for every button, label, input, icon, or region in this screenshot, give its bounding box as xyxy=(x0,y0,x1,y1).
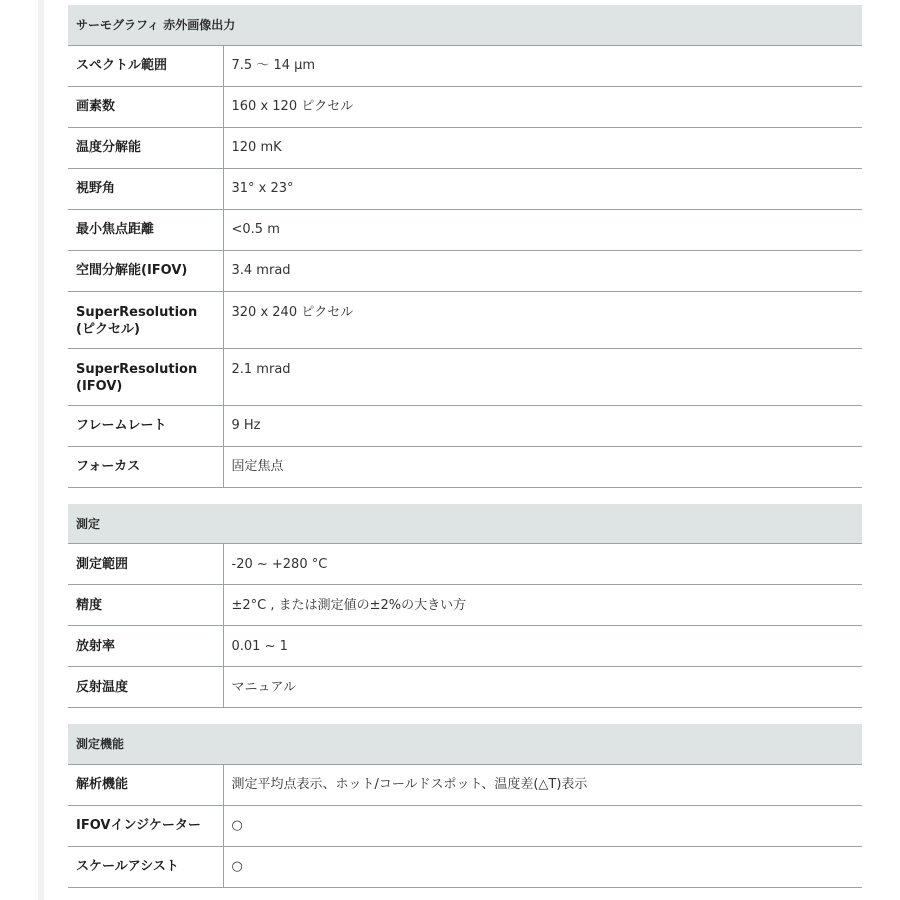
row-label: 最小焦点距離 xyxy=(68,209,223,250)
table-row xyxy=(68,764,862,805)
spec-table-measurement xyxy=(68,504,862,709)
spec-tables xyxy=(68,5,862,888)
section-title: 測定 xyxy=(68,504,862,544)
row-value: 0.01 ~ 1 xyxy=(223,626,862,667)
spec-table-thermography xyxy=(68,5,862,488)
row-value: 2.1 mrad xyxy=(223,348,862,405)
table-row xyxy=(68,805,862,846)
row-label: IFOVインジケーター xyxy=(68,805,223,846)
row-value: 160 x 120 ピクセル xyxy=(223,86,862,127)
table-row xyxy=(68,585,862,626)
section-title: 測定機能 xyxy=(68,724,862,764)
row-label: 放射率 xyxy=(68,626,223,667)
section-header-row xyxy=(68,5,862,45)
table-row xyxy=(68,209,862,250)
row-label: 画素数 xyxy=(68,86,223,127)
row-label: 測定範囲 xyxy=(68,544,223,585)
row-value: 31° x 23° xyxy=(223,168,862,209)
table-row xyxy=(68,544,862,585)
left-margin-rule xyxy=(38,0,44,900)
row-value: ○ xyxy=(223,846,862,887)
row-value: 120 mK xyxy=(223,127,862,168)
row-label: SuperResolution (ピクセル) xyxy=(68,291,223,348)
row-label: フレームレート xyxy=(68,405,223,446)
row-label: 精度 xyxy=(68,585,223,626)
row-value: -20 ~ +280 °C xyxy=(223,544,862,585)
row-value: ±2°C , または測定値の±2%の大きい方 xyxy=(223,585,862,626)
row-value: 測定平均点表示、ホット/コールドスポット、温度差(△T)表示 xyxy=(223,764,862,805)
row-value: 3.4 mrad xyxy=(223,250,862,291)
row-value: <0.5 m xyxy=(223,209,862,250)
row-label: SuperResolution (IFOV) xyxy=(68,348,223,405)
table-row xyxy=(68,127,862,168)
section-header-row xyxy=(68,504,862,544)
row-label: スケールアシスト xyxy=(68,846,223,887)
table-row xyxy=(68,250,862,291)
row-value: 9 Hz xyxy=(223,405,862,446)
row-value: マニュアル xyxy=(223,667,862,708)
row-value: 7.5 ～ 14 μm xyxy=(223,45,862,86)
row-label: 視野角 xyxy=(68,168,223,209)
table-row xyxy=(68,846,862,887)
table-row xyxy=(68,446,862,487)
row-label: 空間分解能(IFOV) xyxy=(68,250,223,291)
table-row xyxy=(68,667,862,708)
row-label: 温度分解能 xyxy=(68,127,223,168)
table-row xyxy=(68,405,862,446)
spec-table-measurement-functions xyxy=(68,724,862,888)
row-value: ○ xyxy=(223,805,862,846)
table-row xyxy=(68,168,862,209)
table-row xyxy=(68,348,862,405)
section-title: サーモグラフィ 赤外画像出力 xyxy=(68,5,862,45)
row-value: 固定焦点 xyxy=(223,446,862,487)
section-header-row xyxy=(68,724,862,764)
row-label: 解析機能 xyxy=(68,764,223,805)
table-row xyxy=(68,86,862,127)
table-row xyxy=(68,291,862,348)
row-label: スペクトル範囲 xyxy=(68,45,223,86)
row-value: 320 x 240 ピクセル xyxy=(223,291,862,348)
row-label: 反射温度 xyxy=(68,667,223,708)
table-row xyxy=(68,45,862,86)
row-label: フォーカス xyxy=(68,446,223,487)
table-row xyxy=(68,626,862,667)
